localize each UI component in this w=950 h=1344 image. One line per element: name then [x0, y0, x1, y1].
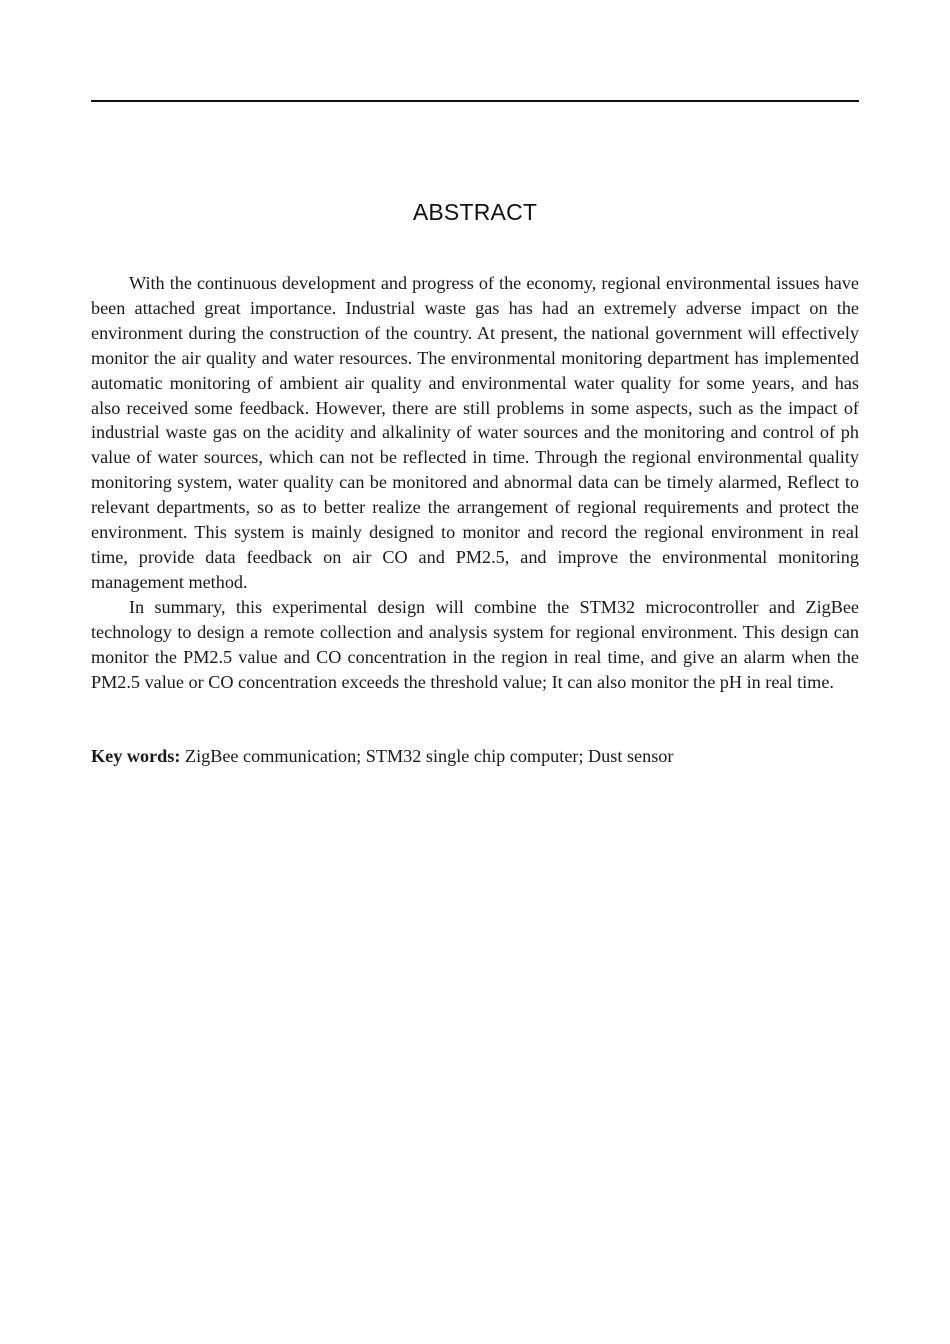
keywords-line	[91, 744, 859, 769]
abstract-body	[91, 271, 859, 694]
abstract-paragraph-2: In summary, this experimental design will combine the STM32 microcontroller and ZigBee technology to design a remote collection and analysis system for regional environment. This design can monitor the PM2.5 value and CO concentration in the region in real time, and give an alarm when the PM2.5 value or CO concentration exceeds the threshold value; It can also monitor the pH in real time.	[91, 596, 859, 692]
keywords-value: ZigBee communication; STM32 single chip computer; Dust sensor	[184, 746, 674, 766]
abstract-title: ABSTRACT	[412, 199, 538, 225]
abstract-paragraph-1: With the continuous development and progress of the economy, regional environmental issues have been attached great importance. Industrial waste gas has had an extremely adverse impact on the environment during the construction of the country. At present, the national government will effectively monitor the air quality and water resources. The environmental monitoring department has implemented automatic monitoring of ambient air quality and environmental water quality for some years, and has also received some feedback. However, there are still problems in some aspects, such as the impact of industrial waste gas on the acidity and alkalinity of water sources and the monitoring and control of ph value of water sources, which can not be reflected in time. Through the regional environmental quality monitoring system, water quality can be monitored and abnormal data can be timely alarmed, Reflect to relevant departments, so as to better realize the arrangement of regional requirements and protect the environment. This system is mainly designed to monitor and record the regional environment in real time, provide data feedback on air CO and PM2.5, and improve the environmental monitoring management method.	[91, 273, 859, 592]
header-rule	[91, 100, 859, 102]
keywords-label: Key words:	[91, 746, 181, 766]
